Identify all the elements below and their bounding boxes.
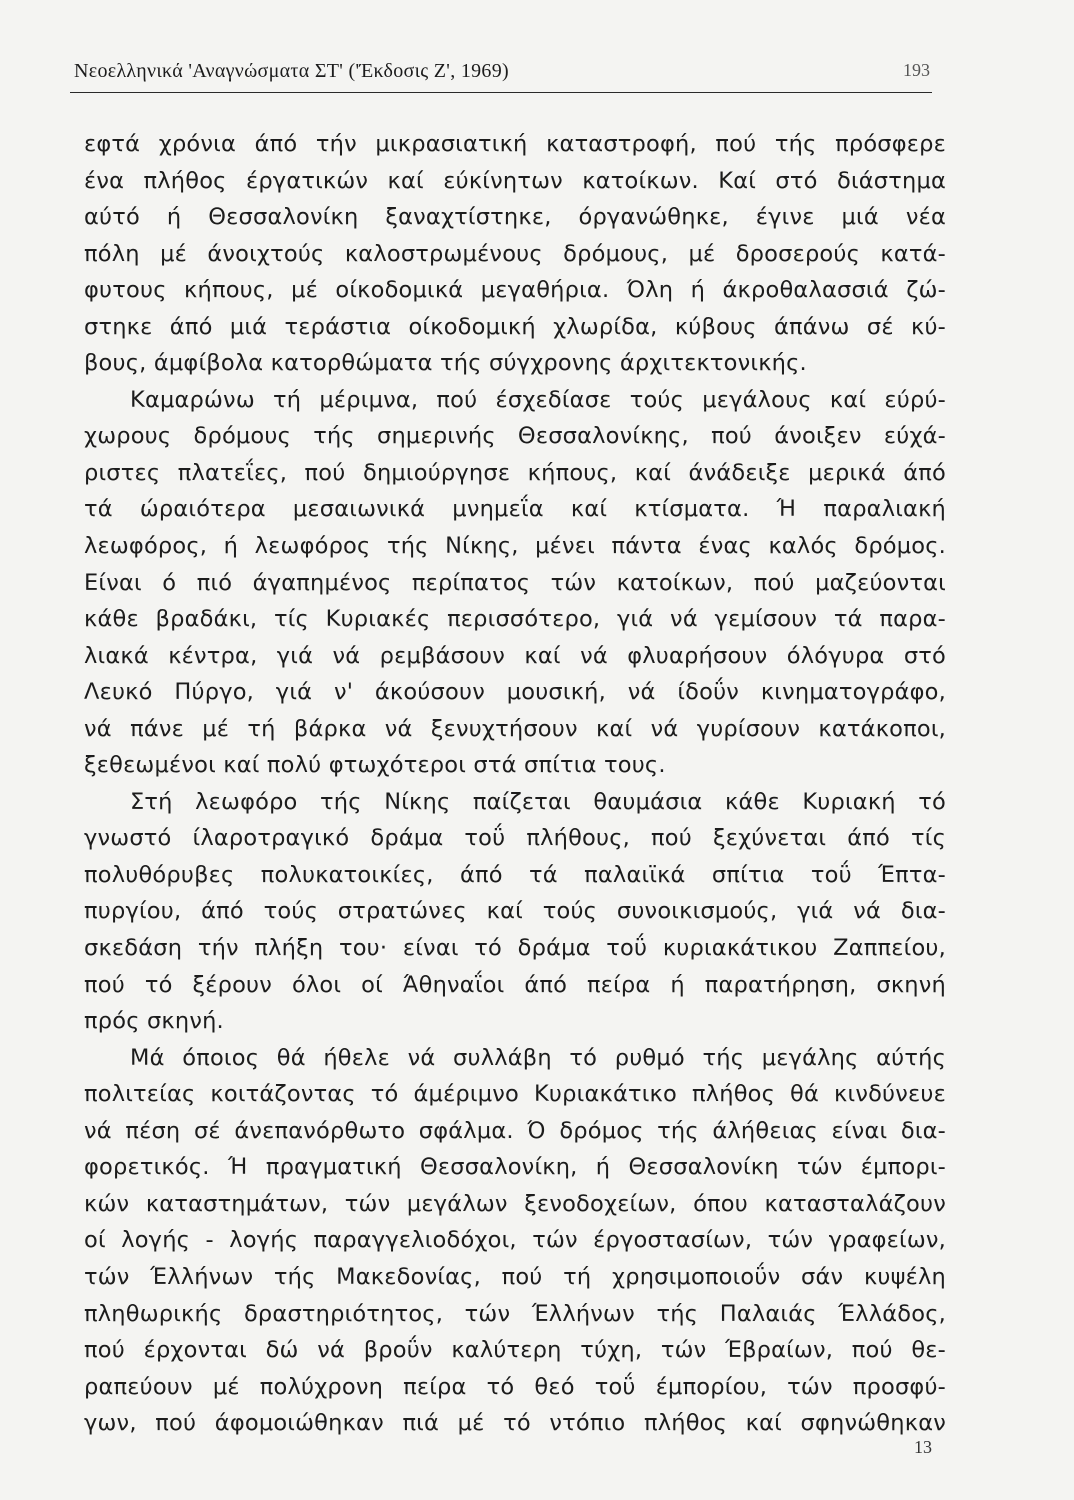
text-line: νά πάνε μέ τή βάρκα νά ξενυχτήσουν καί νά γυρίσουν κατάκοποι,	[84, 715, 946, 742]
text-line: σκεδάση τήν πλήξη του· είναι τό δράμα τοΰ κυριακάτικου Ζαππείου,	[84, 935, 946, 962]
signature-mark: 13	[914, 1437, 932, 1457]
text-line: πού τό ξέρουν όλοι οί Άθηναΐοι άπό πείρα ή παρατήρηση, σκηνή	[84, 971, 946, 998]
text-line: πολυθόρυβες πολυκατοικίες, άπό τά παλαιϊκά σπίτια τοΰ Έπτα-	[84, 861, 946, 888]
text-line: ένα πλήθος έργατικών καί εύκίνητων κατοίκων. Καί στό διάστημα	[84, 167, 946, 194]
text-line: πληθωρικής δραστηριότητος, τών Έλλήνων τής Παλαιάς Έλλάδος,	[84, 1300, 946, 1327]
text-line: λιακά κέντρα, γιά νά ρεμβάσουν καί νά φλυαρήσουν όλόγυρα στό	[84, 642, 946, 669]
text-line: ξεθεωμένοι καί πολύ φτωχότεροι στά σπίτια τους.	[84, 752, 666, 779]
text-line: ραπεύουν μέ πολύχρονη πείρα τό θεό τοΰ έμπορίου, τών προσφύ-	[84, 1373, 946, 1400]
text-line: οί λογής - λογής παραγγελιοδόχοι, τών έργοστασίων, τών γραφείων,	[84, 1227, 946, 1254]
text-line: πού έρχονται δώ νά βροΰν καλύτερη τύχη, τών Έβραίων, πού θε-	[84, 1337, 946, 1364]
text-line: Στή λεωφόρο τής Νίκης παίζεται θαυμάσια κάθε Κυριακή τό	[130, 788, 946, 815]
text-line: στηκε άπό μιά τεράστια οίκοδομική χλωρίδα, κύβους άπάνω σέ κύ-	[84, 313, 946, 340]
text-line: Λευκό Πύργο, γιά ν' άκούσουν μουσική, νά ίδοΰν κινηματογράφο,	[84, 679, 946, 706]
text-line: αύτό ή Θεσσαλονίκη ξαναχτίστηκε, όργανώθηκε, έγινε μιά νέα	[84, 204, 946, 231]
text-line: Είναι ό πιό άγαπημένος περίπατος τών κατοίκων, πού μαζεύονται	[84, 569, 946, 596]
text-line: τά ώραιότερα μεσαιωνικά μνημεΐα καί κτίσματα. Ή παραλιακή	[84, 496, 946, 523]
text-line: χωρους δρόμους τής σημερινής Θεσσαλονίκης, πού άνοιξεν εύχά-	[84, 423, 946, 450]
body-text	[84, 126, 946, 1442]
text-line: βους, άμφίβολα κατορθώματα τής σύγχρονης άρχιτεκτονικής.	[84, 350, 807, 377]
text-line: κών καταστημάτων, τών μεγάλων ξενοδοχείων, όπου κατασταλάζουν	[84, 1190, 946, 1217]
text-line: πυργίου, άπό τούς στρατώνες καί τούς συνοικισμούς, γιά νά δια-	[84, 898, 946, 925]
text-line: πρός σκηνή.	[84, 1008, 224, 1035]
text-line: εφτά χρόνια άπό τήν μικρασιατική καταστροφή, πού τής πρόσφερε	[84, 131, 946, 157]
page-number: 193	[903, 60, 930, 80]
running-header	[70, 58, 932, 93]
text-line: Καμαρώνω τή μέριμνα, πού έσχεδίασε τούς μεγάλους καί εύρύ-	[130, 386, 946, 413]
text-line: ριστες πλατεΐες, πού δημιούργησε κήπους, καί άνάδειξε μερικά άπό	[84, 459, 946, 486]
text-line: κάθε βραδάκι, τίς Κυριακές περισσότερο, γιά νά γεμίσουν τά παρα-	[84, 606, 946, 633]
text-line: Μά όποιος θά ήθελε νά συλλάβη τό ρυθμό τής μεγάλης αύτής	[130, 1044, 946, 1071]
text-line: νά πέση σέ άνεπανόρθωτο σφάλμα. Ό δρόμος τής άλήθειας είναι δια-	[84, 1117, 946, 1144]
text-line: πόλη μέ άνοιχτούς καλοστρωμένους δρόμους, μέ δροσερούς κατά-	[84, 240, 946, 267]
text-line: φορετικός. Ή πραγματική Θεσσαλονίκη, ή Θεσσαλονίκη τών έμπορι-	[84, 1154, 946, 1181]
text-line: γνωστό ίλαροτραγικό δράμα τοΰ πλήθους, πού ξεχύνεται άπό τίς	[84, 825, 946, 852]
text-line: γων, πού άφομοιώθηκαν πιά μέ τό ντόπιο πλήθος καί σφηνώθηκαν	[84, 1410, 946, 1437]
header-title: Νεοελληνικά 'Αναγνώσματα ΣΤ' ('Έκδοσις Ζ', 1969)	[74, 60, 509, 82]
text-line: πολιτείας κοιτάζοντας τό άμέριμνο Κυριακάτικο πλήθος θά κινδύνευε	[84, 1081, 946, 1108]
text-line: φυτους κήπους, μέ οίκοδομικά μεγαθήρια. Όλη ή άκροθαλασσιά ζώ-	[84, 277, 946, 304]
text-line: λεωφόρος, ή λεωφόρος τής Νίκης, μένει πάντα ένας καλός δρόμος.	[84, 533, 946, 560]
text-line: τών Έλλήνων τής Μακεδονίας, πού τή χρησιμοποιοΰν σάν κυψέλη	[84, 1263, 946, 1290]
